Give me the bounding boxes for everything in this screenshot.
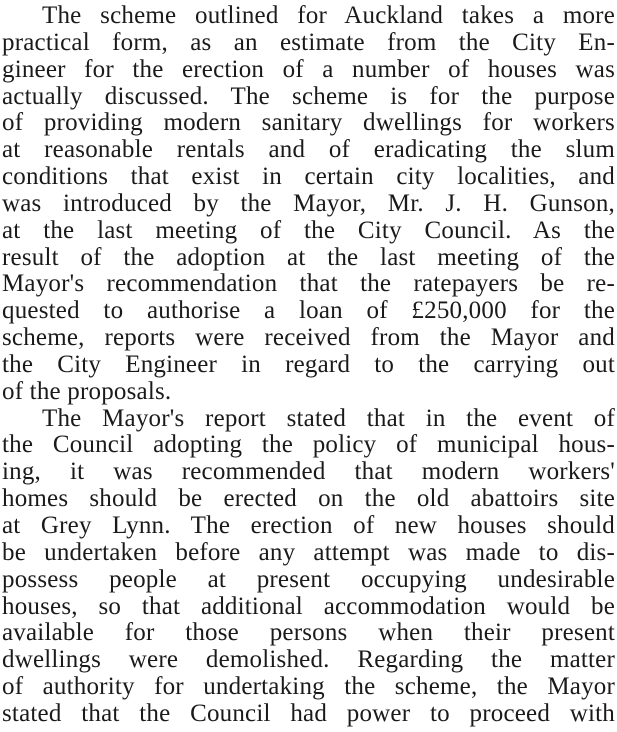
text-line: of the proposals. (2, 378, 172, 405)
text-line: at Grey Lynn. The erection of new houses should (2, 512, 615, 539)
text-line: The scheme outlined for Auckland takes a more (42, 2, 615, 29)
text-line: homes should be erected on the old abattoirs site (2, 485, 615, 512)
text-line: at reasonable rentals and of eradicating the slum (2, 136, 615, 163)
text-line: the Council adopting the policy of municipal hous- (2, 431, 615, 458)
text-line: of authority for undertaking the scheme, the Mayor (2, 673, 615, 700)
text-line: of providing modern sanitary dwellings for workers (2, 109, 615, 136)
text-line: dwellings were demolished. Regarding the matter (2, 646, 615, 673)
text-line: at the last meeting of the City Council. As the (2, 217, 615, 244)
text-line: quested to authorise a loan of £250,000 for the (2, 297, 615, 324)
text-line: the City Engineer in regard to the carrying out (2, 351, 615, 378)
text-line: stated that the Council had power to proceed with (2, 700, 615, 727)
text-line: available for those persons when their present (2, 619, 615, 646)
text-line: houses, so that additional accommodation would be (2, 593, 615, 620)
text-line: result of the adoption at the last meeting of the (2, 244, 615, 271)
text-line: was introduced by the Mayor, Mr. J. H. Gunson, (2, 190, 615, 217)
text-line: gineer for the erection of a number of houses was (2, 56, 615, 83)
text-line: be undertaken before any attempt was made to dis- (2, 539, 615, 566)
text-line: scheme, reports were received from the Mayor and (2, 324, 615, 351)
text-line: Mayor's recommendation that the ratepayers be re- (2, 270, 615, 297)
text-line: ing, it was recommended that modern workers' (2, 458, 615, 485)
text-line: actually discussed. The scheme is for the purpose (2, 83, 615, 110)
text-line: conditions that exist in certain city localities, and (2, 163, 615, 190)
text-line: The Mayor's report stated that in the event of (42, 405, 615, 432)
text-line: practical form, as an estimate from the City En- (2, 29, 615, 56)
text-line: possess people at present occupying undesirable (2, 566, 615, 593)
